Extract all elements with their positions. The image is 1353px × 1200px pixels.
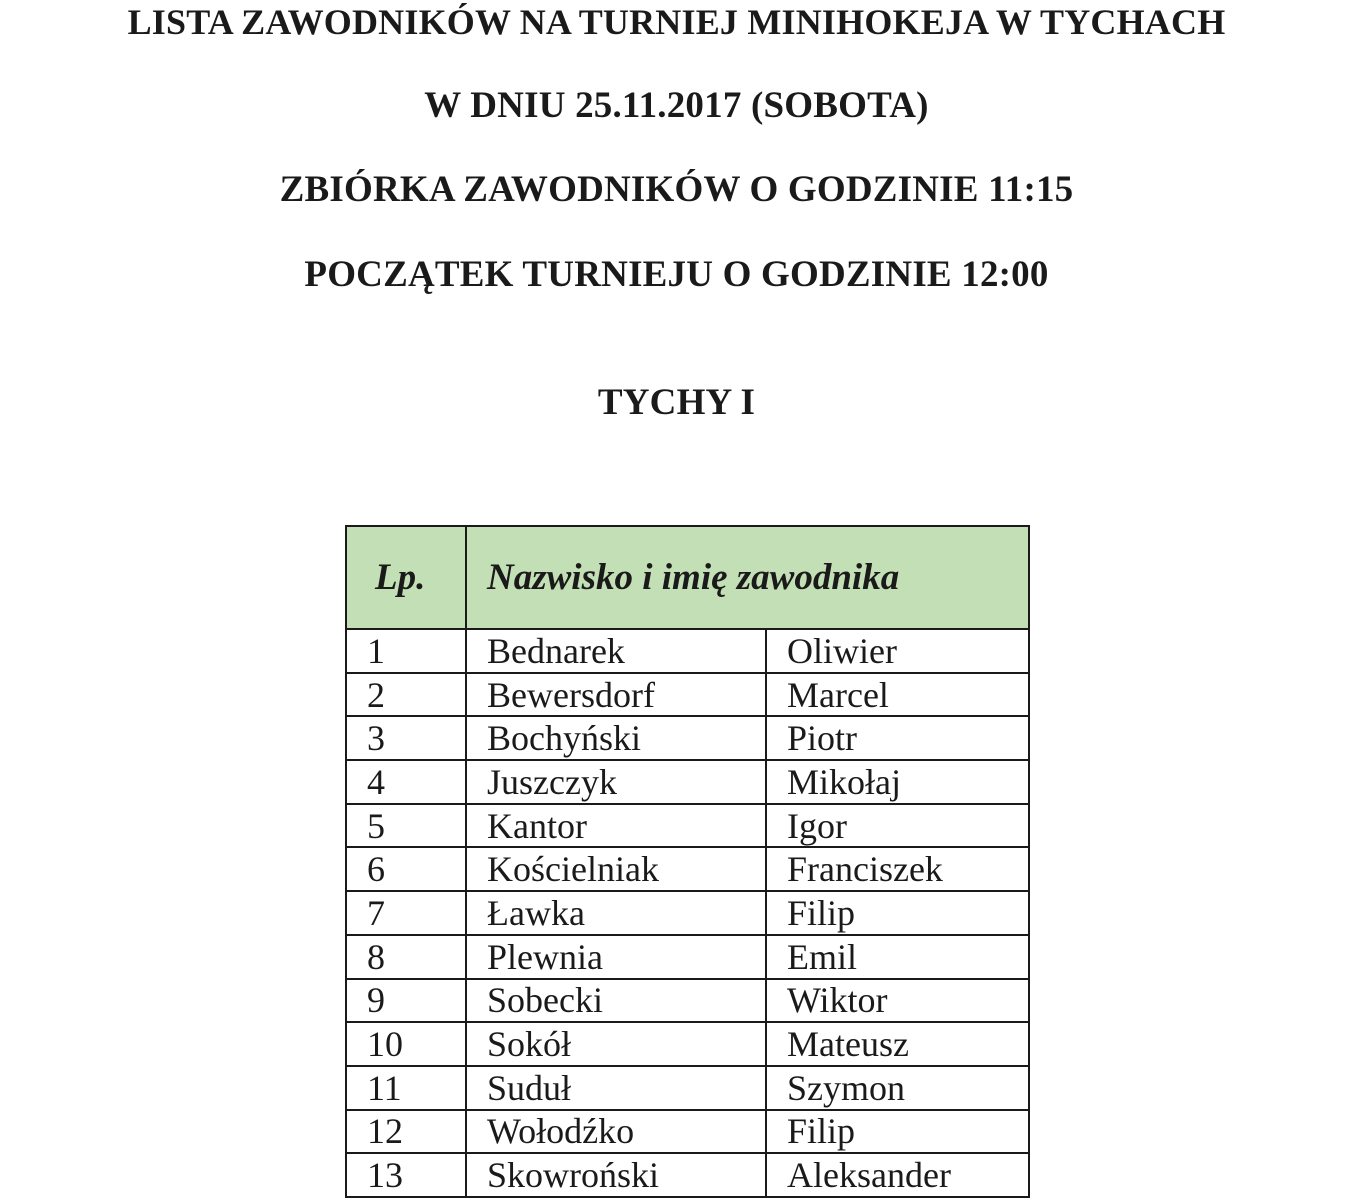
player-first-name: Piotr — [766, 716, 1029, 760]
player-first-name: Emil — [766, 935, 1029, 979]
event-date: W DNIU 25.11.2017 (SOBOTA) — [424, 85, 929, 126]
player-first-name: Filip — [766, 891, 1029, 935]
document-title: LISTA ZAWODNIKÓW NA TURNIEJ MINIHOKEJA W TYCHACH — [127, 2, 1226, 42]
row-number: 10 — [346, 1022, 466, 1066]
table-row — [346, 804, 1029, 848]
player-last-name: Juszczyk — [466, 760, 766, 804]
player-last-name: Suduł — [466, 1066, 766, 1110]
row-number: 7 — [346, 891, 466, 935]
row-number: 5 — [346, 804, 466, 848]
assembly-time: ZBIÓRKA ZAWODNIKÓW O GODZINIE 11:15 — [279, 169, 1074, 210]
row-number: 12 — [346, 1110, 466, 1154]
row-number: 6 — [346, 847, 466, 891]
player-last-name: Bochyński — [466, 716, 766, 760]
tournament-start-time: POCZĄTEK TURNIEJU O GODZINIE 12:00 — [304, 254, 1049, 295]
player-last-name: Bednarek — [466, 629, 766, 673]
player-last-name: Sobecki — [466, 979, 766, 1023]
player-first-name: Aleksander — [766, 1153, 1029, 1197]
player-first-name: Franciszek — [766, 847, 1029, 891]
table-row — [346, 891, 1029, 935]
row-number: 3 — [346, 716, 466, 760]
player-last-name: Bewersdorf — [466, 673, 766, 717]
player-last-name: Sokół — [466, 1022, 766, 1066]
player-last-name: Plewnia — [466, 935, 766, 979]
table-row — [346, 1153, 1029, 1197]
table-row — [346, 935, 1029, 979]
table-row — [346, 847, 1029, 891]
player-roster-table — [345, 525, 1030, 1198]
player-last-name: Kościelniak — [466, 847, 766, 891]
table-row — [346, 716, 1029, 760]
player-first-name: Mateusz — [766, 1022, 1029, 1066]
player-first-name: Filip — [766, 1110, 1029, 1154]
table-row — [346, 1110, 1029, 1154]
table-row — [346, 979, 1029, 1023]
player-last-name: Wołodźko — [466, 1110, 766, 1154]
player-first-name: Marcel — [766, 673, 1029, 717]
player-first-name: Oliwier — [766, 629, 1029, 673]
player-last-name: Skowroński — [466, 1153, 766, 1197]
table-row — [346, 1066, 1029, 1110]
column-header-player-name: Nazwisko i imię zawodnika — [466, 526, 1029, 629]
table-row — [346, 1022, 1029, 1066]
player-last-name: Ławka — [466, 891, 766, 935]
roster-body — [346, 629, 1029, 1197]
table-header-row — [346, 526, 1029, 629]
row-number: 2 — [346, 673, 466, 717]
player-first-name: Wiktor — [766, 979, 1029, 1023]
row-number: 8 — [346, 935, 466, 979]
team-name: TYCHY I — [597, 382, 756, 423]
row-number: 9 — [346, 979, 466, 1023]
player-first-name: Mikołaj — [766, 760, 1029, 804]
row-number: 4 — [346, 760, 466, 804]
player-last-name: Kantor — [466, 804, 766, 848]
column-header-lp: Lp. — [346, 526, 466, 629]
player-first-name: Igor — [766, 804, 1029, 848]
row-number: 1 — [346, 629, 466, 673]
player-first-name: Szymon — [766, 1066, 1029, 1110]
table-row — [346, 629, 1029, 673]
table-row — [346, 673, 1029, 717]
row-number: 11 — [346, 1066, 466, 1110]
row-number: 13 — [346, 1153, 466, 1197]
table-row — [346, 760, 1029, 804]
